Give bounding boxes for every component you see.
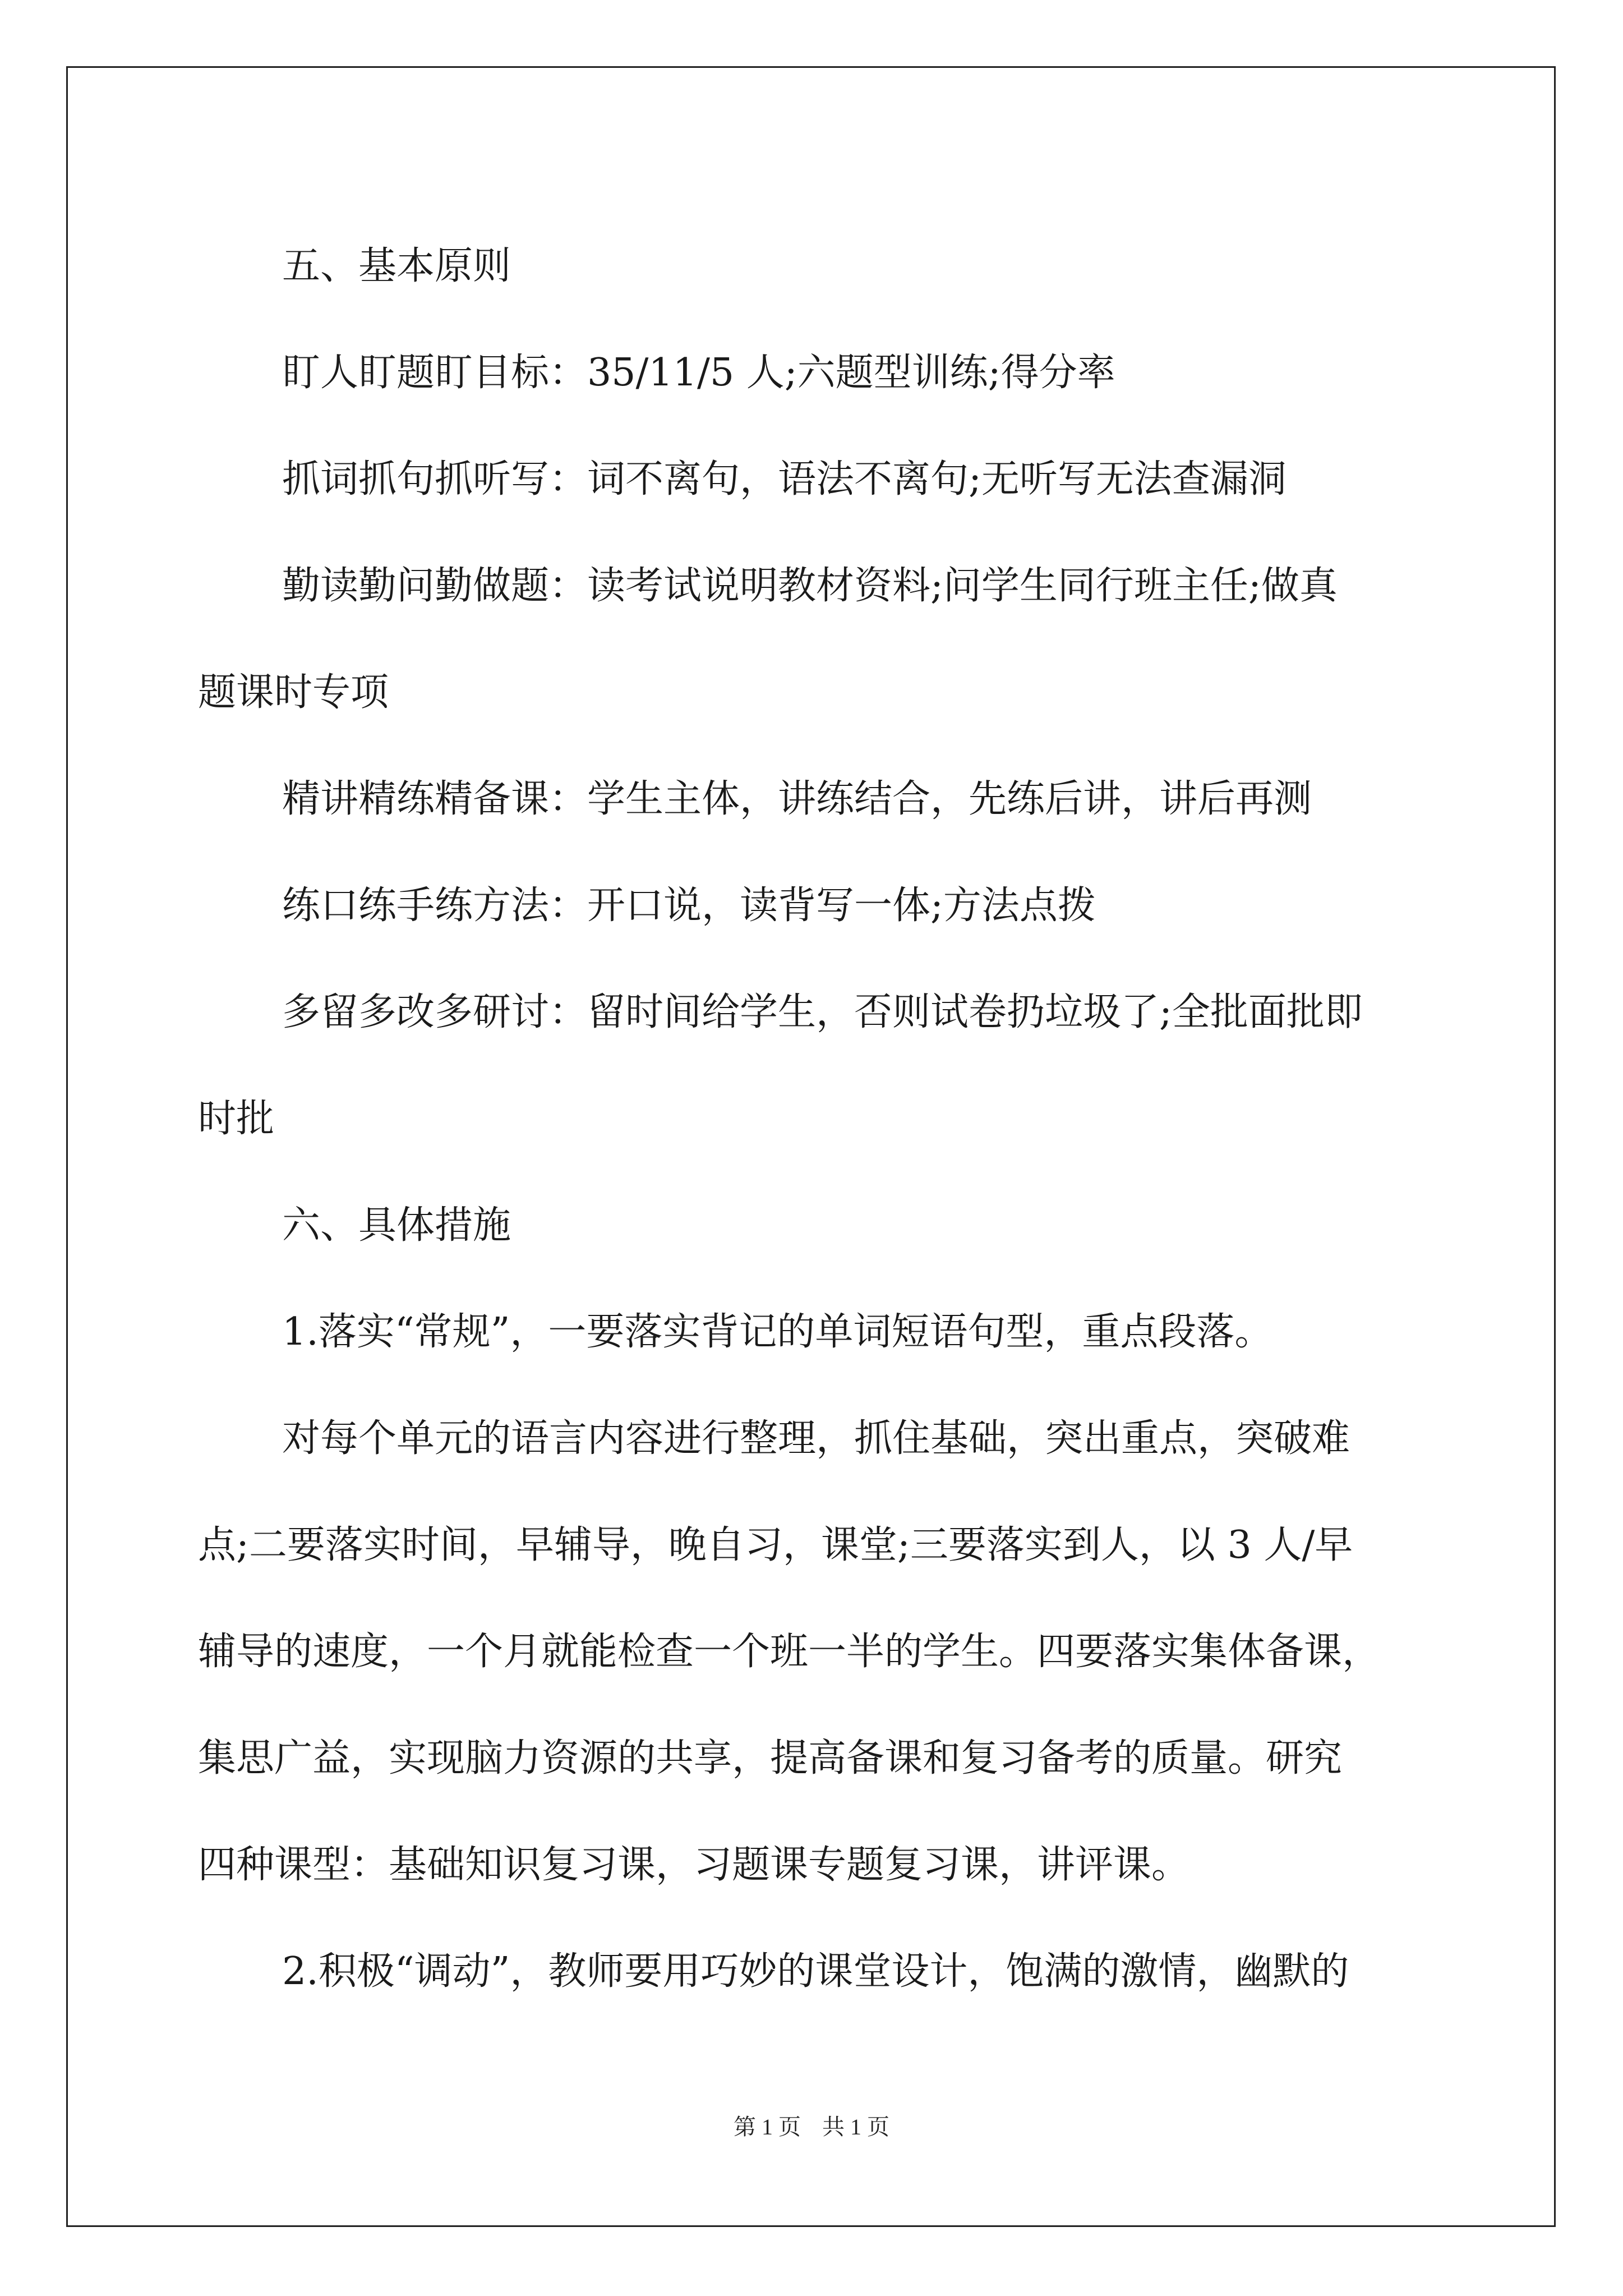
paragraph-line: 四种课型：基础知识复习课，习题课专题复习课，讲评课。 — [198, 1843, 1190, 1887]
paragraph-line: 练口练手练方法：开口说，读背写一体;方法点拨 — [282, 884, 1096, 928]
paragraph-line: 对每个单元的语言内容进行整理，抓住基础，突出重点，突破难 — [282, 1416, 1350, 1461]
paragraph-line: 盯人盯题盯目标：35/11/5 人;六题型训练;得分率 — [282, 351, 1115, 395]
heading-basic-principles: 五、基本原则 — [282, 244, 511, 288]
heading-specific-measures: 六、具体措施 — [282, 1203, 511, 1248]
paragraph-line: 勤读勤问勤做题：读考试说明教材资料;问学生同行班主任;做真 — [282, 564, 1338, 608]
paragraph-line: 2.积极“调动”，教师要用巧妙的课堂设计，饱满的激情，幽默的 — [282, 1949, 1349, 1994]
page-footer — [0, 2109, 1623, 2141]
document-body — [198, 213, 1460, 2025]
paragraph-line: 多留多改多研讨：留时间给学生，否则试卷扔垃圾了;全批面批即 — [282, 990, 1363, 1034]
paragraph-line: 题课时专项 — [198, 670, 389, 715]
paragraph-line: 1.落实“常规”，一要落实背记的单词短语句型，重点段落。 — [282, 1310, 1273, 1354]
paragraph-line: 辅导的速度，一个月就能检查一个班一半的学生。四要落实集体备课， — [198, 1630, 1381, 1674]
paragraph-line: 精讲精练精备课：学生主体，讲练结合，先练后讲，讲后再测 — [282, 777, 1312, 821]
paragraph-line: 点;二要落实时间，早辅导，晚自习，课堂;三要落实到人，以 3 人/早 — [198, 1523, 1353, 1567]
paragraph-line: 抓词抓句抓听写：词不离句，语法不离句;无听写无法查漏洞 — [282, 457, 1287, 501]
paragraph-line: 集思广益，实现脑力资源的共享，提高备课和复习备考的质量。研究 — [198, 1736, 1343, 1780]
page-number-current: 第 1 页 — [734, 2114, 801, 2139]
paragraph-line: 时批 — [198, 1097, 275, 1141]
page-number-total: 共 1 页 — [822, 2114, 889, 2139]
